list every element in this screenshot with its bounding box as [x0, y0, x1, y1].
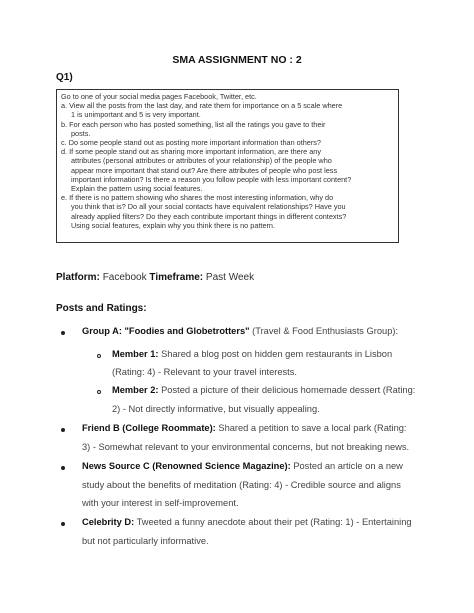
question-box [56, 89, 399, 243]
assignment-title: SMA ASSIGNMENT NO : 2 [172, 54, 302, 66]
celebrity-d-line-1 [82, 517, 412, 527]
posts-heading: Posts and Ratings: [56, 303, 147, 314]
question-line: c. Do some people stand out as posting more important information than others? [61, 138, 321, 148]
celebrity-d-label: Celebrity D: [82, 517, 135, 527]
friend-b-label: Friend B (College Roommate): [82, 423, 216, 433]
member-2-text: Posted a picture of their delicious homemade dessert (Rating: [161, 385, 416, 395]
member-1-line-2: (Rating: 4) - Relevant to your travel interests. [112, 367, 297, 377]
question-line: already applied filters? Do they each contribute important things in different contexts? [71, 211, 347, 221]
group-a-name: Group A: "Foodies and Globetrotters" [82, 326, 250, 336]
question-line: you think that is? Do all your social contacts have equivalent relationships? Have you [71, 202, 346, 212]
timeframe-value: Past Week [205, 272, 255, 283]
member-2-line-2: 2) - Not directly informative, but visually appealing. [112, 404, 320, 414]
news-c-line-1 [82, 461, 403, 471]
celebrity-d-line-2: but not particularly informative. [82, 536, 209, 546]
member-1-label: Member 1: [112, 349, 159, 359]
question-line: a. View all the posts from the last day, and rate them for importance on a 5 scale where [61, 101, 343, 111]
platform-timeframe-line [56, 272, 254, 283]
news-c-text: Posted an article on a new [293, 461, 403, 471]
member-1-line-1 [112, 349, 392, 359]
friend-b-line-1 [82, 423, 407, 433]
question-line: appear more important that stand out? Are there attributes of people who post less [71, 165, 338, 175]
question-line: d. If some people stand out as sharing more important information, are there any [61, 147, 321, 157]
question-line: posts. [71, 128, 91, 138]
question-line: 1 is unimportant and 5 is very important. [71, 110, 201, 120]
member-1-text: Shared a blog post on hidden gem restaurants in Lisbon [161, 349, 393, 359]
bullet-dot-icon [61, 331, 65, 335]
group-a-item [82, 326, 398, 336]
timeframe-label: Timeframe: [149, 272, 204, 283]
friend-b-line-2: 3) - Somewhat relevant to your environmental concerns, but not breaking news. [82, 442, 410, 452]
bullet-dot-icon [61, 466, 65, 470]
question-line: important information? Is there a reason you follow people with less important content? [71, 174, 352, 184]
celebrity-d-text: Tweeted a funny anecdote about their pet (Rating: 1) - Entertaining [136, 517, 412, 527]
question-label: Q1) [56, 72, 73, 83]
news-c-line-2: study about the benefits of meditation (Rating: 4) - Credible source and aligns [82, 480, 401, 490]
bullet-circle-icon [97, 390, 101, 394]
bullet-dot-icon [61, 522, 65, 526]
member-2-line-1 [112, 385, 415, 395]
question-line: b. For each person who has posted something, list all the ratings you gave to their [61, 119, 326, 129]
bullet-dot-icon [61, 428, 65, 432]
platform-label: Platform: [56, 272, 100, 283]
friend-b-text: Shared a petition to save a local park (Rating: [218, 423, 407, 433]
news-c-line-3: with your interest in self-improvement. [82, 498, 239, 508]
member-2-label: Member 2: [112, 385, 159, 395]
question-line: e. If there is no pattern showing who shares the most interesting information, why do [61, 193, 334, 203]
question-line: Explain the pattern using social features. [71, 184, 203, 194]
question-line: Using social features, explain why you think there is no pattern. [71, 220, 276, 230]
bullet-circle-icon [97, 354, 101, 358]
group-a-desc: (Travel & Food Enthusiasts Group): [252, 326, 399, 336]
platform-value: Facebook [102, 272, 147, 283]
news-c-label: News Source C (Renowned Science Magazine): [82, 461, 291, 471]
question-line: Go to one of your social media pages Facebook, Twitter, etc. [61, 92, 257, 101]
question-line: attributes (personal attributes or attributes of your relationship) of the people who [71, 156, 332, 166]
